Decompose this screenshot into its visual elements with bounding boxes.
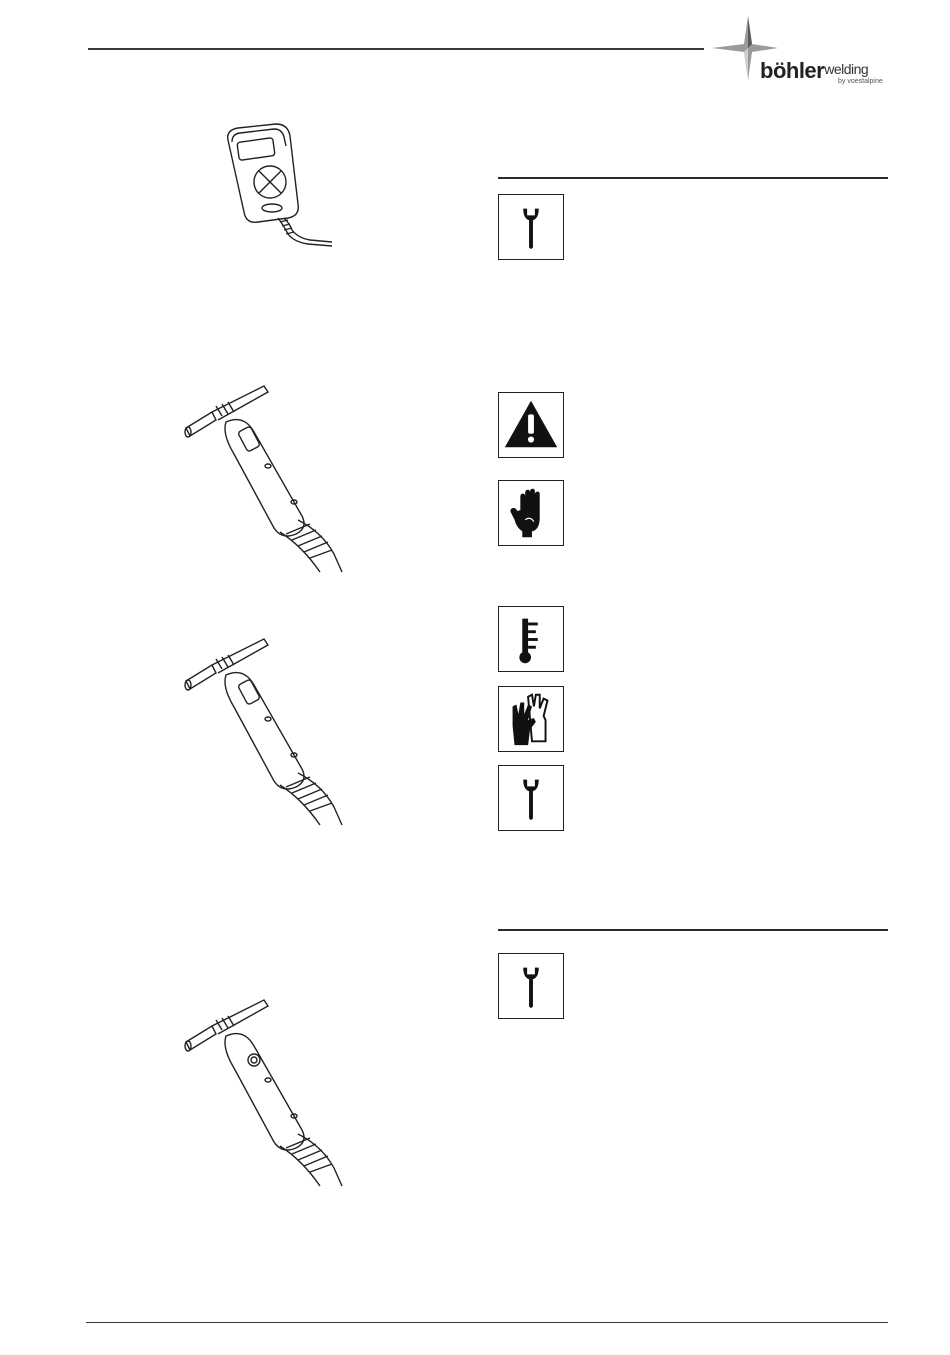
gloves-icon	[498, 686, 564, 752]
header-rule	[88, 48, 704, 50]
tig-torch-illustration	[182, 384, 372, 574]
tig-torch-illustration	[182, 637, 372, 827]
tig-torch-potentiometer-illustration	[182, 998, 372, 1188]
footer-rule	[86, 1322, 888, 1323]
brand-name: böhler	[760, 58, 825, 83]
warning-icon	[498, 392, 564, 458]
wrench-icon	[498, 953, 564, 1019]
section-rule	[498, 929, 888, 931]
wrench-icon	[498, 194, 564, 260]
wrench-icon	[498, 765, 564, 831]
brand-suffix: welding	[824, 61, 869, 77]
thermometer-icon	[498, 606, 564, 672]
remote-control-illustration	[218, 122, 338, 252]
brand-tagline: by voestalpine	[838, 78, 883, 85]
stop-hand-icon	[498, 480, 564, 546]
section-rule	[498, 177, 888, 179]
